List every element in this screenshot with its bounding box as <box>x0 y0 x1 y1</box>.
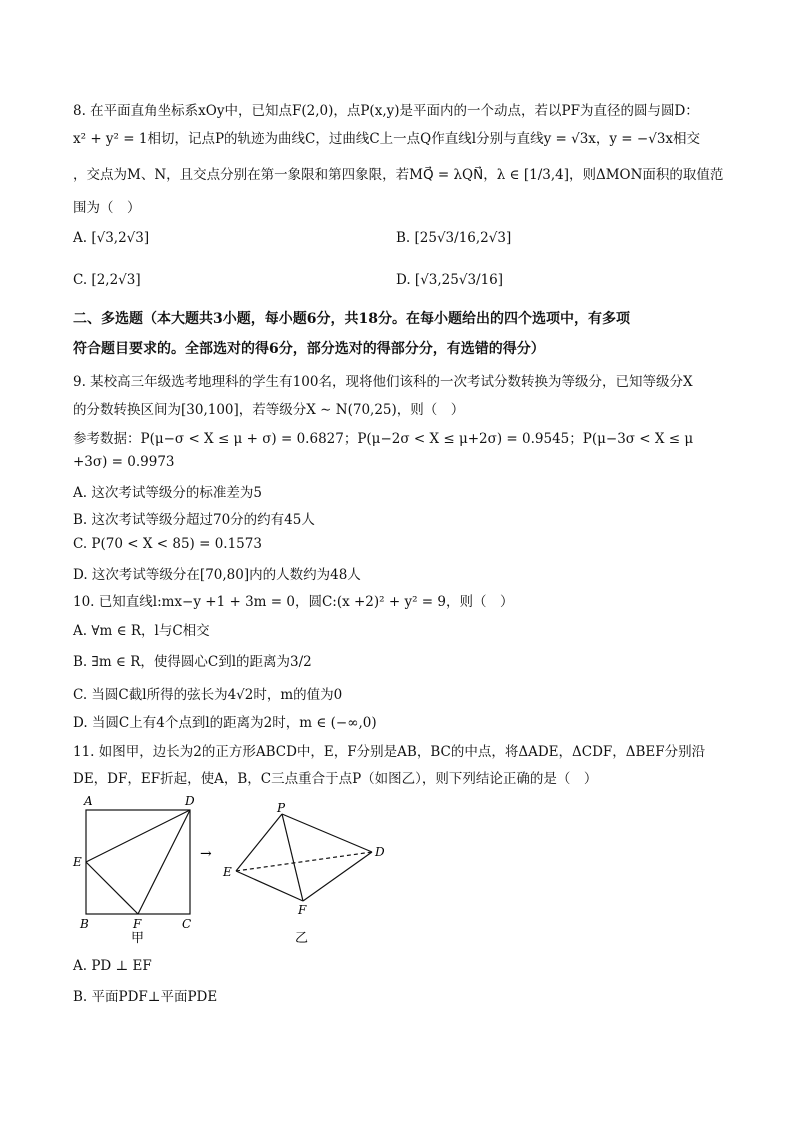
figure-yi <box>236 814 372 901</box>
segment-ef <box>86 862 138 914</box>
q9-line-1: 9. 某校高三年级选考地理科的学生有100名，现将他们该科的一次考试分数转换为等级分，已知等级分X <box>73 374 693 390</box>
q11-line-2: DE，DF，EF折起，使A，B，C三点重合于点P（如图乙），则下列结论正确的是（ ） <box>73 771 598 787</box>
label-e-right: E <box>223 865 232 879</box>
q9-option-b: B. 这次考试等级分超过70分的约有45人 <box>73 512 315 528</box>
label-f-right: F <box>298 903 307 917</box>
q9-reference-data-1: 参考数据：P(μ−σ < X ≤ μ + σ) = 0.6827；P(μ−2σ < X ≤ μ+2σ) = 0.9545；P(μ−3σ < X ≤ μ <box>73 431 694 447</box>
segment-pd <box>282 814 372 852</box>
q8-line-4: 围为（ ） <box>73 200 141 216</box>
fold-arrow: → <box>200 846 212 862</box>
q9-option-d: D. 这次考试等级分在[70,80]内的人数约为48人 <box>73 567 361 583</box>
q8-line-1: 8. 在平面直角坐标系xOy中，已知点F(2,0)，点P(x,y)是平面内的一个动点，若以PF为直径的圆与圆D： <box>73 103 699 119</box>
q8-option-c: C. [2,2√3] <box>73 272 141 288</box>
segment-ed <box>86 810 190 862</box>
label-c: C <box>182 917 192 931</box>
caption-jia: 甲 <box>131 931 145 946</box>
q11-figure <box>70 792 410 950</box>
figure-jia <box>86 810 190 914</box>
q9-option-a: A. 这次考试等级分的标准差为5 <box>73 485 262 501</box>
caption-yi: 乙 <box>295 931 309 946</box>
q10-line-1: 10. 已知直线l:mx−y +1 + 3m = 0，圆C:(x +2)² + y² = 9，则（ ） <box>73 594 514 610</box>
q10-option-c: C. 当圆C截l所得的弦长为4√2时，m的值为0 <box>73 687 343 703</box>
segment-fd <box>303 852 372 901</box>
q10-option-a: A. ∀m ∈ R，l与C相交 <box>73 623 210 639</box>
segment-ef <box>236 871 303 901</box>
q8-option-d: D. [√3,25√3/16] <box>396 272 504 288</box>
label-d-right: D <box>375 845 385 859</box>
label-f-left: F <box>133 917 142 931</box>
q8-option-a: A. [√3,2√3] <box>73 230 150 246</box>
square-abcd <box>86 810 190 914</box>
q9-option-c: C. P(70 < X < 85) = 0.1573 <box>73 536 262 552</box>
label-p: P <box>277 801 286 815</box>
label-a: A <box>84 794 93 808</box>
section-multi-choice-line-2: 符合题目要求的。全部选对的得6分，部分选对的得部分分，有选错的得分） <box>73 341 545 357</box>
segment-pe <box>236 814 282 871</box>
q10-option-d: D. 当圆C上有4个点到l的距离为2时，m ∈ (−∞,0) <box>73 715 377 731</box>
q10-option-b: B. ∃m ∈ R，使得圆心C到l的距离为3/2 <box>73 654 312 670</box>
q9-reference-data-2: +3σ) = 0.9973 <box>73 454 175 470</box>
q11-option-a: A. PD ⊥ EF <box>73 958 152 974</box>
segment-ed-hidden <box>236 852 372 871</box>
label-d-left: D <box>185 794 195 808</box>
q11-option-b: B. 平面PDF⊥平面PDE <box>73 989 218 1005</box>
q11-line-1: 11. 如图甲，边长为2的正方形ABCD中，E，F分别是AB，BC的中点，将ΔADE，ΔCDF，ΔBEF分别沿 <box>73 744 706 760</box>
q8-option-b: B. [25√3/16,2√3] <box>396 230 512 246</box>
q8-line-2: x² + y² = 1相切，记点P的轨迹为曲线C，过曲线C上一点Q作直线l分别与直线y = √3x，y = −√3x相交 <box>73 131 701 147</box>
segment-pf <box>282 814 303 901</box>
segment-fd <box>138 810 190 914</box>
q8-line-3: ，交点为M、N，且交点分别在第一象限和第四象限，若MQ⃗ = λQN⃗，λ ∈ [1/3,4]，则ΔMON面积的取值范 <box>73 167 724 183</box>
q9-line-2: 的分数转换区间为[30,100]，若等级分X ∼ N(70,25)，则（ ） <box>73 402 465 418</box>
section-multi-choice-line-1: 二、多选题（本大题共3小题，每小题6分，共18分。在每小题给出的四个选项中，有多项 <box>73 311 630 327</box>
label-b: B <box>80 917 89 931</box>
label-e-left: E <box>73 855 82 869</box>
